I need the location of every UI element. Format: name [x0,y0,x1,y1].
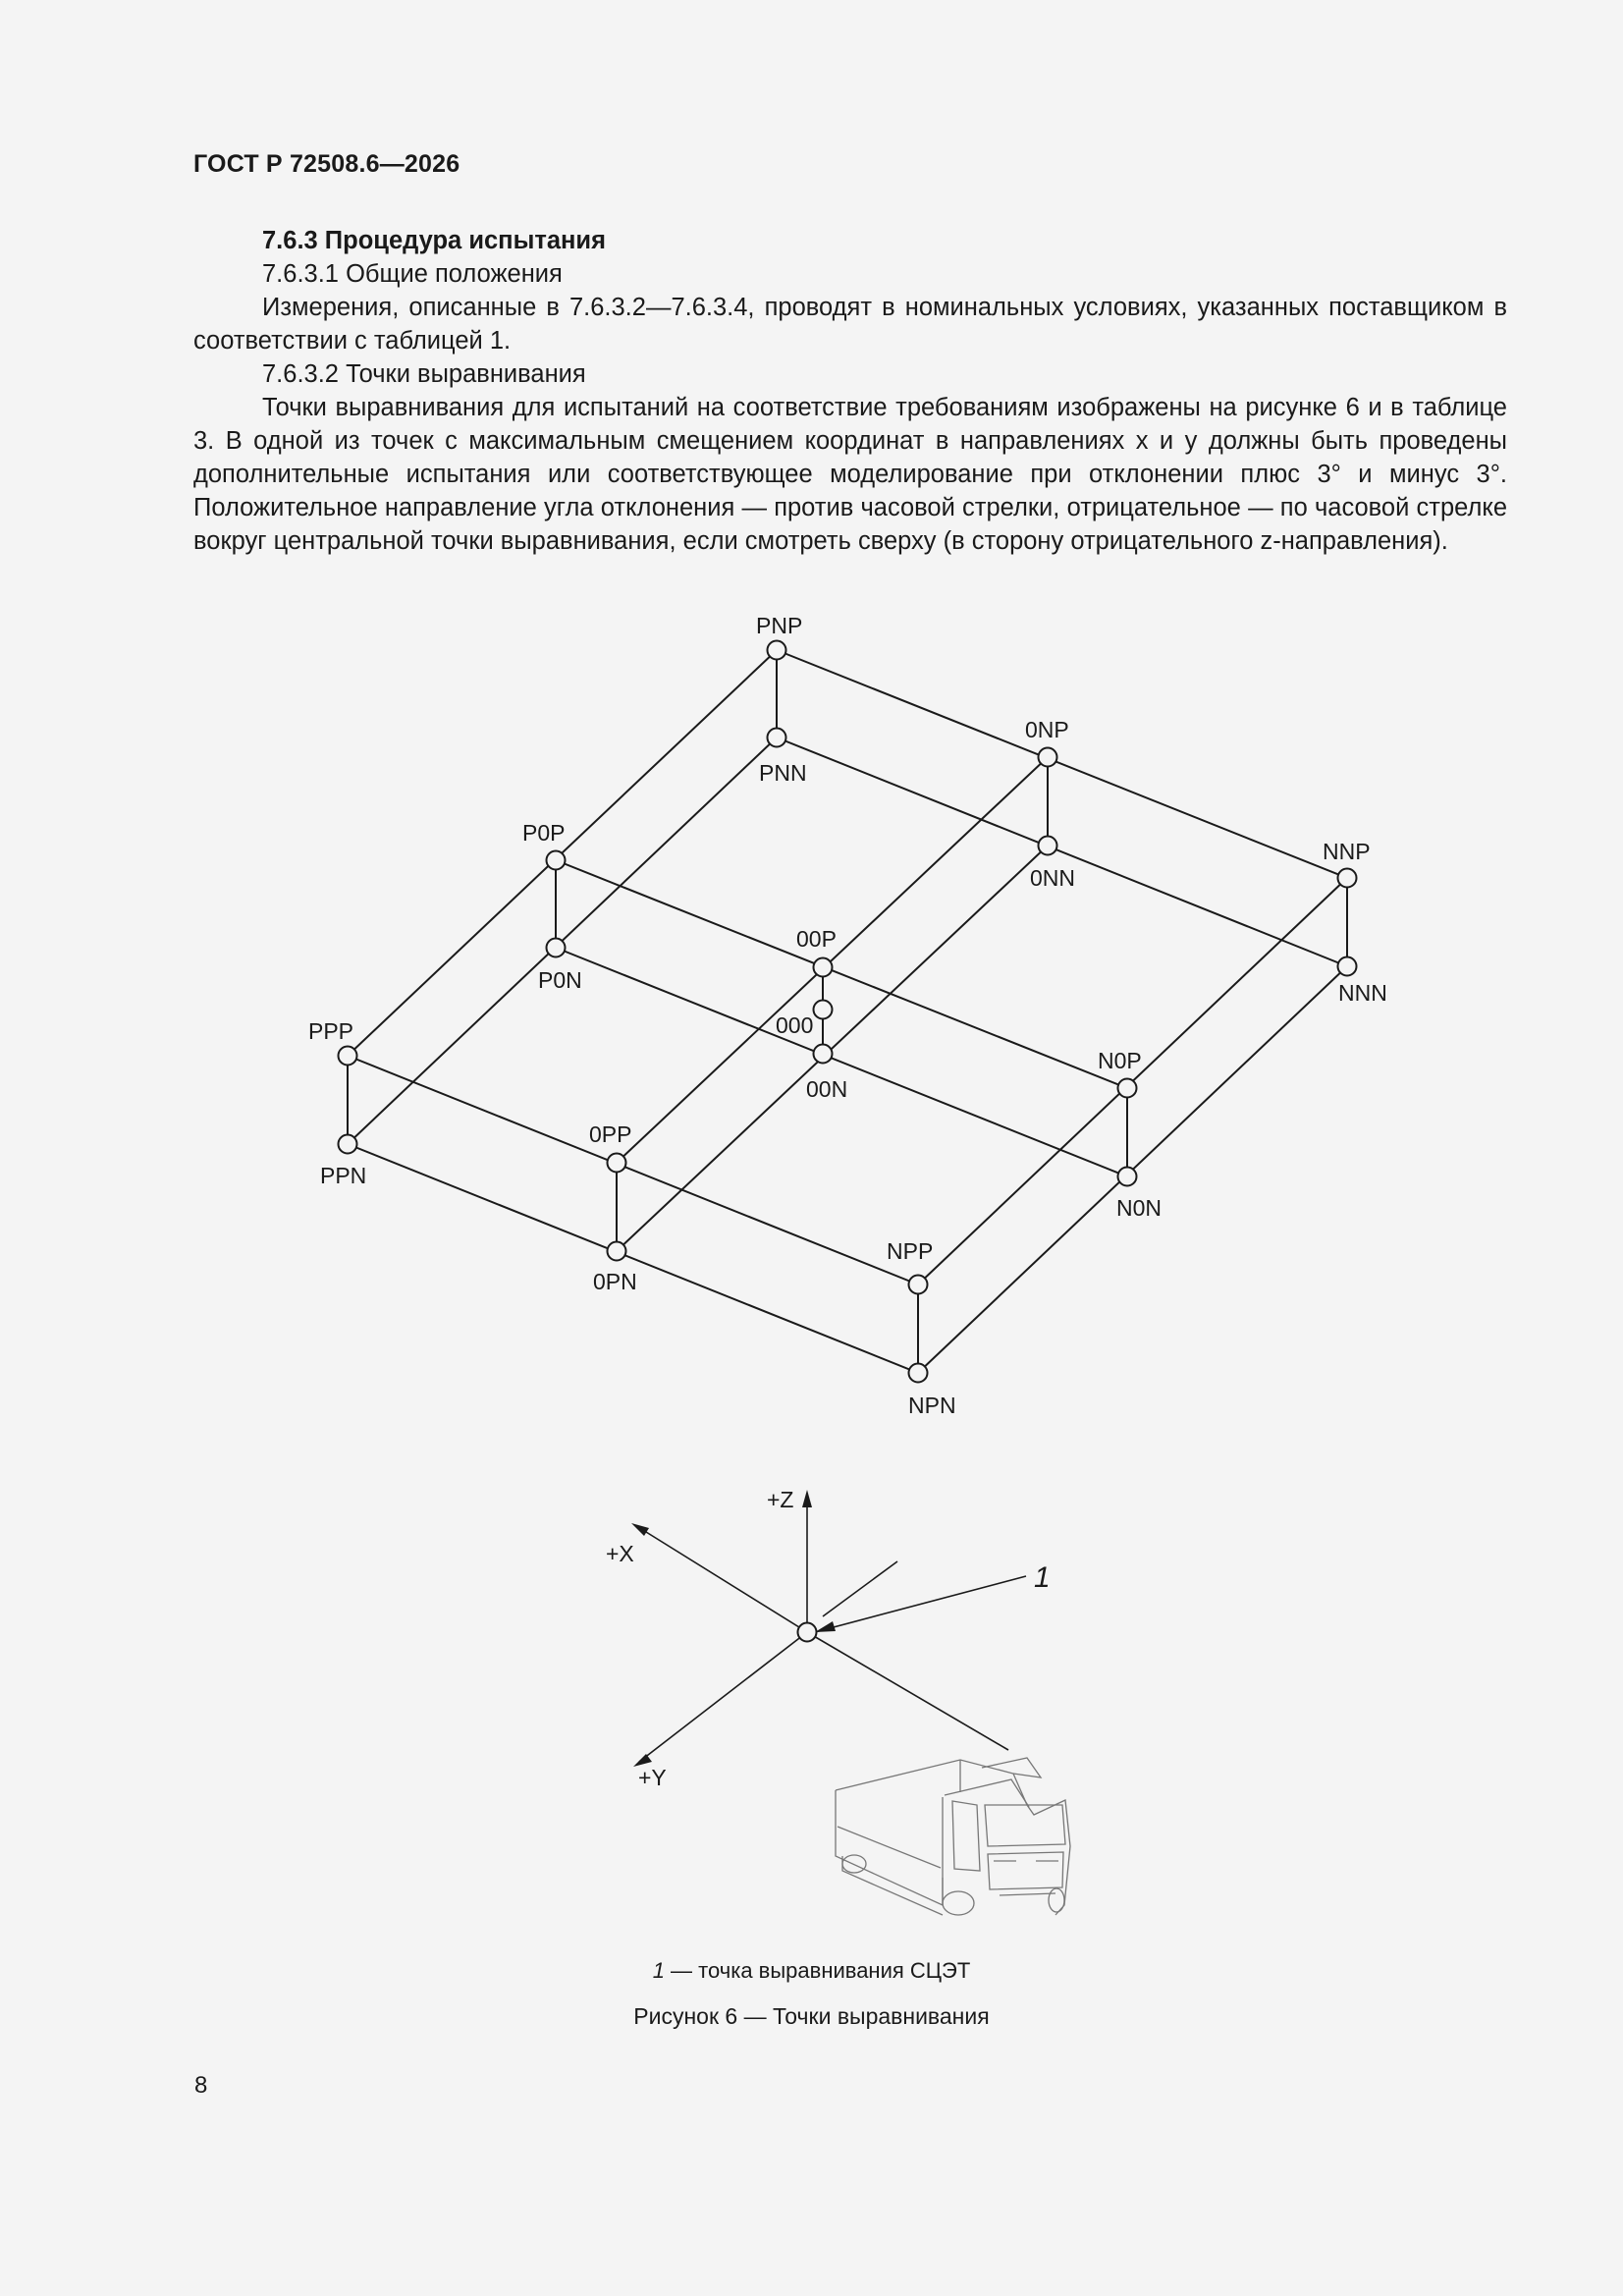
label-p0p: P0P [522,820,566,846]
grid-lines [348,650,1347,1373]
label-npp: NPP [887,1238,934,1264]
label-npn: NPN [908,1393,956,1418]
aecs-alignment-point [798,1623,817,1642]
label-ppn: PPN [320,1163,367,1188]
label-pnp: PNP [756,613,803,638]
point-marker-npn [909,1364,928,1383]
label-nnp: NNP [1323,839,1371,864]
point-marker-0np [1039,748,1057,767]
point-marker-00n [814,1045,833,1064]
point-marker-ppp [339,1047,357,1066]
point-marker-nnp [1338,869,1357,888]
page-number: 8 [194,2072,208,2099]
point-marker-000 [814,1001,833,1019]
paragraph-alignment-points: Точки выравнивания для испытаний на соответствие требованиям изображены на рисунке 6 и в таблице 3. В одной из точек с максимальным смещением координат в направлениях x и y должны быть проведены дополнительные испытания или соответствующее моделирование при отклонении плюс 3° и минус 3°. Положительное направление угла отклонения — против часовой стрелки, отрицательное — по часовой стрелке вокруг центральной точки выравнивания, если смотреть сверху (в сторону отрицательного z-направления). [193,394,1507,555]
point-labels [308,613,1387,1418]
label-0np: 0NP [1025,717,1069,742]
callout-arrow-icon [815,1621,836,1632]
subsection-general: 7.6.3.1 Общие положения [262,260,563,288]
document-header: ГОСТ Р 72508.6—2026 [193,150,460,178]
label-00p: 00P [796,926,837,952]
point-marker-0pp [608,1154,626,1173]
label-000: 000 [776,1012,814,1038]
label-0pn: 0PN [593,1269,637,1294]
point-marker-0pn [608,1242,626,1261]
alignment-point-markers [339,641,1357,1383]
figure-legend [0,1958,1623,1984]
subsection-alignment-points: 7.6.3.2 Точки выравнивания [262,360,586,388]
point-marker-npp [909,1276,928,1294]
label-n0p: N0P [1098,1048,1142,1073]
point-marker-ppn [339,1135,357,1154]
label-n0n: N0N [1116,1195,1163,1221]
label-pnn: PNN [759,760,807,786]
point-marker-p0n [547,939,566,957]
point-marker-nnn [1338,957,1357,976]
point-marker-n0n [1118,1168,1137,1186]
label-ppp: PPP [308,1018,354,1044]
z-arrow-icon [802,1490,812,1507]
point-marker-pnp [768,641,786,660]
label-0nn: 0NN [1030,865,1076,891]
label-00n: 00N [806,1076,848,1102]
truck-icon [836,1758,1070,1915]
section-heading: 7.6.3 Процедура испытания [262,227,606,254]
legend-number: 1 [652,1958,665,1983]
x-arrow-icon [631,1523,649,1536]
point-marker-00p [814,958,833,977]
y-axis-label: +Y [638,1765,667,1790]
label-p0n: P0N [538,967,582,993]
point-marker-p0p [547,851,566,870]
callout-number: 1 [1034,1561,1051,1594]
point-marker-pnn [768,729,786,747]
paragraph-measurements: Измерения, описанные в 7.6.3.2—7.6.3.4, проводят в номинальных условиях, указанных поставщиком в соответствии с таблицей 1. [193,294,1507,355]
legend-text: — точка выравнивания СЦЭТ [664,1958,971,1983]
label-0pp: 0PP [589,1121,632,1147]
z-axis-label: +Z [767,1487,794,1512]
x-axis-label: +X [606,1541,634,1566]
point-marker-0nn [1039,837,1057,855]
point-marker-n0p [1118,1079,1137,1098]
figure-caption: Рисунок 6 — Точки выравнивания [633,2003,990,2029]
label-nnn: NNN [1338,980,1387,1006]
